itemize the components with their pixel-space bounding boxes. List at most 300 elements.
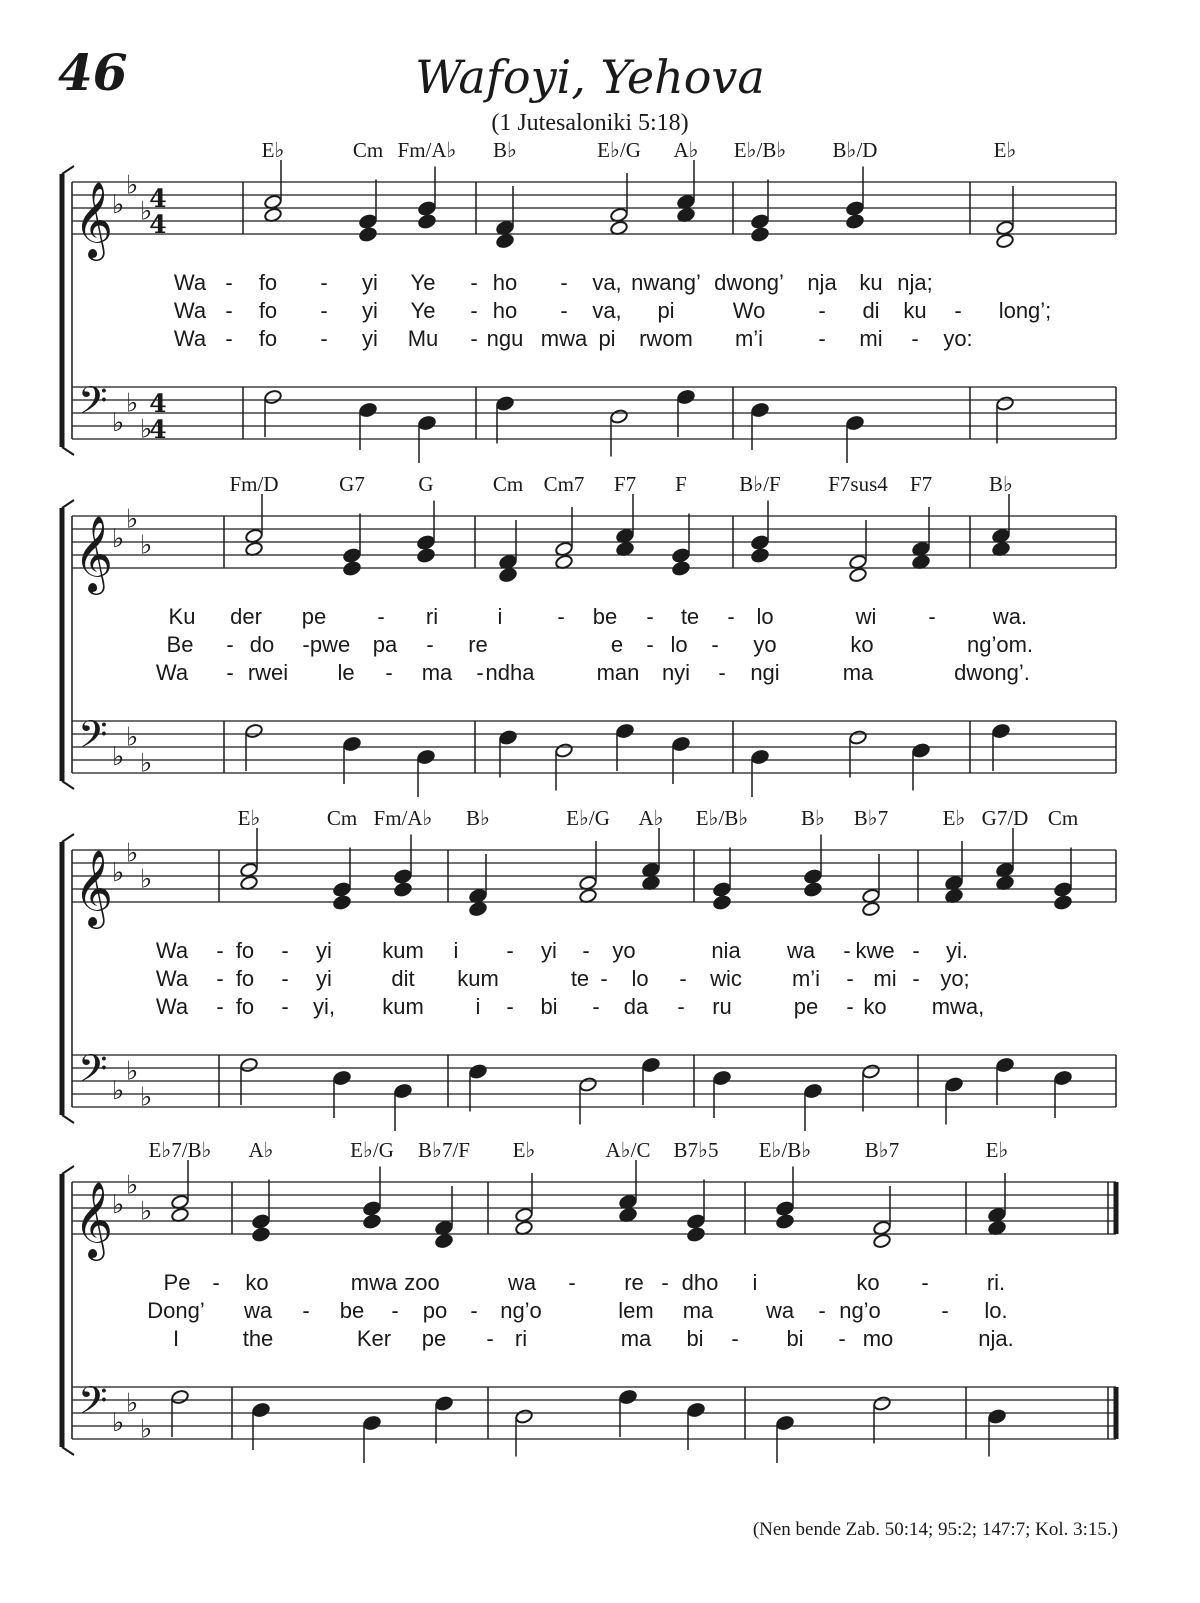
note-head: [1054, 882, 1073, 898]
lyric-verse-3: -: [718, 660, 726, 685]
lyric-verse-3: m’i: [734, 326, 764, 351]
key-flat: ♭: [140, 1414, 153, 1445]
note-head: [579, 1077, 598, 1093]
lyric-verse-2: Be: [166, 632, 194, 657]
lyric-verse-2: yi: [362, 298, 378, 323]
lyric-verse-3: ndha: [485, 660, 535, 685]
lyric-verse-2: -: [225, 298, 233, 323]
lyric-verse-3: yi,: [313, 994, 335, 1019]
lyric-verse-2: ko: [850, 632, 874, 657]
key-flat: ♭: [126, 170, 139, 201]
key-flat: ♭: [112, 524, 125, 554]
lyric-verse-3: the: [242, 1326, 274, 1351]
bracket-hook: [62, 1166, 74, 1174]
lyric-verse-3: kum: [382, 994, 424, 1019]
lyric-verse-3: -: [486, 1326, 494, 1351]
key-flat: ♭: [126, 388, 139, 419]
lyric-verse-3: -: [470, 326, 478, 351]
lyric-verse-2: yo: [753, 632, 777, 657]
lyric-verse-1: -: [225, 270, 233, 295]
lyric-verse-1: -: [843, 938, 851, 963]
lyric-verse-1: -: [320, 270, 328, 295]
note-head: [171, 1389, 190, 1405]
lyric-verse-3: rwom: [639, 326, 693, 351]
key-flat: ♭: [140, 196, 153, 227]
song-title: Wafoyi, Yehova: [415, 50, 765, 104]
note-head: [435, 1396, 454, 1412]
lyric-verse-2: -: [560, 298, 568, 323]
note-head: [515, 1409, 534, 1425]
lyric-verse-1: -: [646, 604, 654, 629]
chord-symbol: E♭/G: [350, 1138, 394, 1162]
lyric-verse-2: -: [470, 298, 478, 323]
lyric-verse-2: -: [391, 1298, 399, 1323]
note-head: [394, 1083, 413, 1099]
note-head: [992, 723, 1011, 739]
lyric-verse-1: yi: [362, 270, 378, 295]
lyric-verse-2: -: [281, 966, 289, 991]
lyric-verse-3: -: [385, 660, 393, 685]
note-head: [804, 869, 823, 885]
note-head: [499, 730, 518, 746]
lyric-verse-2: -: [646, 632, 654, 657]
note-head: [252, 1402, 271, 1418]
lyric-verse-2: Ye: [410, 298, 436, 323]
lyric-verse-1: zoo: [404, 1270, 440, 1295]
bracket-hook: [62, 1447, 74, 1455]
lyric-verse-3: bi: [686, 1326, 704, 1351]
chord-symbol: B7♭5: [673, 1138, 719, 1162]
note-head: [363, 1415, 382, 1431]
note-head: [469, 901, 488, 917]
lyric-verse-3: -: [506, 994, 514, 1019]
note-head: [862, 1064, 881, 1080]
note-head: [418, 415, 437, 431]
chord-symbol: B♭: [493, 138, 517, 162]
lyric-verse-1: -: [928, 604, 936, 629]
note-head: [912, 743, 931, 759]
key-flat: ♭: [112, 742, 125, 772]
note-head: [873, 1396, 892, 1412]
note-head: [435, 1233, 454, 1249]
lyric-verse-1: wa: [786, 938, 816, 963]
lyric-verse-2: ku: [903, 298, 927, 323]
bracket-hook: [62, 1115, 74, 1123]
chord-symbol: E♭: [985, 1138, 1009, 1162]
key-flat: ♭: [140, 864, 153, 895]
note-head: [343, 561, 362, 577]
note-head: [333, 1070, 352, 1086]
lyric-verse-1: -: [281, 938, 289, 963]
lyric-verse-1: -: [727, 604, 735, 629]
chord-symbol: B♭: [466, 806, 490, 830]
note-head: [333, 882, 352, 898]
chord-symbol: E♭: [237, 806, 261, 830]
chord-symbol: B♭7: [853, 806, 889, 830]
key-flat: ♭: [112, 190, 125, 220]
lyric-verse-2: -: [954, 298, 962, 323]
note-head: [343, 736, 362, 752]
lyric-verse-1: kwe: [855, 938, 895, 963]
note-head: [1054, 1070, 1073, 1086]
note-head: [359, 402, 378, 418]
time-signature-top: 4: [149, 389, 167, 418]
note-head: [417, 749, 436, 765]
lyric-verse-1: yi: [316, 938, 332, 963]
lyric-verse-2: yo;: [940, 966, 970, 991]
chord-symbol: B♭/F: [739, 472, 781, 496]
music-system: [0, 808, 1200, 1128]
note-head: [333, 895, 352, 911]
note-head: [776, 1415, 795, 1431]
lyric-verse-3: mwa: [540, 326, 588, 351]
lyric-verse-3: -: [592, 994, 600, 1019]
chord-symbol: E♭7/B♭: [148, 1138, 212, 1162]
note-head: [496, 396, 515, 412]
lyric-verse-2: m’i: [791, 966, 821, 991]
lyric-verse-2: -: [600, 966, 608, 991]
lyric-verse-1: pe: [301, 604, 327, 629]
chord-symbol: A♭/C: [605, 1138, 651, 1162]
lyric-verse-1: va,: [592, 270, 622, 295]
key-flat: ♭: [140, 530, 153, 561]
note-head: [610, 409, 629, 425]
lyric-verse-2: re: [468, 632, 488, 657]
lyric-verse-2: po: [422, 1298, 448, 1323]
lyric-verse-2: pwe: [309, 632, 351, 657]
lyric-verse-2: te: [570, 966, 590, 991]
chord-symbol: A♭: [638, 806, 664, 830]
lyric-verse-3: -: [838, 1326, 846, 1351]
lyric-verse-3: -: [818, 326, 826, 351]
note-head: [469, 1064, 488, 1080]
key-flat: ♭: [112, 858, 125, 888]
lyric-verse-3: Ker: [356, 1326, 392, 1351]
lyric-verse-1: -: [216, 938, 224, 963]
lyric-verse-3: ma: [421, 660, 453, 685]
lyric-verse-3: -: [226, 660, 234, 685]
key-flat: ♭: [126, 504, 139, 535]
lyric-verse-3: pe: [421, 1326, 447, 1351]
lyric-verse-3: Wa: [155, 994, 189, 1019]
lyric-verse-1: Pe: [163, 1270, 191, 1295]
lyric-verse-2: -: [302, 1298, 310, 1323]
lyric-verse-1: i: [453, 938, 459, 963]
lyric-verse-1: -: [921, 1270, 929, 1295]
key-flat: ♭: [126, 1388, 139, 1419]
note-head: [1054, 895, 1073, 911]
lyric-verse-2: -: [941, 1298, 949, 1323]
lyric-verse-2: lo: [670, 632, 688, 657]
bracket-hook: [62, 166, 74, 174]
chord-symbol: E♭/G: [566, 806, 610, 830]
lyric-verse-3: Mu: [407, 326, 439, 351]
chord-symbol: E♭: [942, 806, 966, 830]
lyric-verse-2: lo.: [984, 1298, 1008, 1323]
note-head: [713, 1070, 732, 1086]
lyric-verse-2: long’;: [998, 298, 1052, 323]
lyric-verse-1: wi: [855, 604, 877, 629]
note-head: [359, 214, 378, 230]
chord-symbol: Fm/D: [229, 472, 279, 496]
lyric-verse-3: -: [677, 994, 685, 1019]
lyric-verse-2: -: [470, 1298, 478, 1323]
lyric-verse-2: -: [302, 632, 310, 657]
lyric-verse-1: dho: [681, 1270, 719, 1295]
note-head: [418, 214, 437, 230]
lyric-verse-1: wa.: [992, 604, 1028, 629]
lyric-verse-3: -: [320, 326, 328, 351]
note-head: [846, 214, 865, 230]
key-flat: ♭: [126, 1170, 139, 1201]
note-head: [672, 736, 691, 752]
lyric-verse-2: be: [339, 1298, 365, 1323]
note-head: [751, 402, 770, 418]
note-head: [240, 1057, 259, 1073]
lyric-verse-1: nja: [807, 270, 837, 295]
chord-symbol: Cm: [352, 138, 384, 162]
chord-symbol: E♭/G: [597, 138, 641, 162]
chord-symbol: G7/D: [981, 806, 1029, 830]
lyric-verse-2: do: [249, 632, 275, 657]
lyric-verse-3: pe: [793, 994, 819, 1019]
note-head: [343, 548, 362, 564]
note-head: [687, 1214, 706, 1230]
note-head: [496, 233, 515, 249]
lyric-verse-3: ri: [514, 1326, 528, 1351]
note-head: [418, 201, 437, 217]
chord-symbol: Cm: [1047, 806, 1079, 830]
key-flat: ♭: [140, 1196, 153, 1227]
lyric-verse-1: -: [506, 938, 514, 963]
note-head: [394, 882, 413, 898]
note-head: [619, 1389, 638, 1405]
bracket-hook: [62, 781, 74, 789]
lyric-verse-2: wic: [710, 966, 742, 991]
lyric-verse-2: e: [610, 632, 624, 657]
time-signature-bottom: 4: [149, 210, 167, 239]
lyric-verse-1: kum: [382, 938, 424, 963]
music-system: [0, 474, 1200, 794]
lyric-verse-3: yi: [362, 326, 378, 351]
lyric-verse-1: i: [752, 1270, 758, 1295]
note-head: [873, 1233, 892, 1249]
note-head: [996, 396, 1015, 412]
key-flat: ♭: [140, 748, 153, 779]
lyric-verse-2: Wa: [155, 966, 189, 991]
chord-symbol: B♭7: [864, 1138, 900, 1162]
lyric-verse-2: pa: [372, 632, 398, 657]
time-signature-bottom: 4: [149, 415, 167, 444]
lyric-verse-2: -: [426, 632, 434, 657]
lyric-verse-1: dwong’: [714, 270, 784, 295]
note-head: [776, 1201, 795, 1217]
lyric-verse-3: le: [337, 660, 355, 685]
lyric-verse-3: bi: [540, 994, 558, 1019]
chord-symbol: B♭: [801, 806, 825, 830]
footnote: (Nen bende Zab. 50:14; 95:2; 147:7; Kol. 3:15.): [752, 1519, 1118, 1540]
lyric-verse-3: Wa: [173, 326, 207, 351]
key-flat: ♭: [140, 414, 153, 445]
note-head: [988, 1409, 1007, 1425]
lyric-verse-3: ngi: [750, 660, 780, 685]
treble-clef: 𝄞: [74, 1181, 114, 1258]
note-head: [945, 1077, 964, 1093]
note-head: [751, 749, 770, 765]
lyric-verse-2: dit: [391, 966, 415, 991]
lyric-verse-2: lo: [631, 966, 649, 991]
lyric-verse-1: der: [230, 604, 262, 629]
lyric-verse-2: -: [846, 966, 854, 991]
lyric-verse-1: -: [377, 604, 385, 629]
note-head: [359, 227, 378, 243]
chord-symbol: Cm: [492, 472, 524, 496]
lyric-verse-3: nja.: [978, 1326, 1014, 1351]
bass-clef: 𝄢: [78, 1046, 108, 1100]
chord-symbol: E♭: [993, 138, 1017, 162]
lyric-verse-3: ko: [863, 994, 887, 1019]
lyric-verse-3: pi: [598, 326, 616, 351]
lyric-verse-3: yo:: [943, 326, 973, 351]
note-head: [849, 730, 868, 746]
lyric-verse-2: -: [818, 298, 826, 323]
lyric-verse-2: di: [862, 298, 880, 323]
lyric-verse-2: -: [818, 1298, 826, 1323]
lyric-verse-2: -: [320, 298, 328, 323]
note-head: [751, 227, 770, 243]
chord-symbol: E♭/B♭: [758, 1138, 812, 1162]
lyric-verse-1: be: [592, 604, 618, 629]
chord-symbol: F7: [613, 472, 637, 496]
lyric-verse-1: -: [212, 1270, 220, 1295]
lyric-verse-2: -: [912, 966, 920, 991]
note-head: [363, 1201, 382, 1217]
lyric-verse-3: mwa,: [931, 994, 985, 1019]
treble-clef: 𝄞: [74, 181, 114, 258]
music-system: [0, 1140, 1200, 1460]
chord-symbol: F: [675, 472, 687, 496]
lyric-verse-1: ko: [856, 1270, 880, 1295]
chord-symbol: Cm7: [543, 472, 585, 496]
lyric-verse-3: man: [596, 660, 640, 685]
lyric-verse-2: -: [711, 632, 719, 657]
lyric-verse-1: yo: [612, 938, 636, 963]
chord-symbol: B♭/D: [832, 138, 878, 162]
lyric-verse-1: ho: [492, 270, 518, 295]
lyric-verse-3: ru: [712, 994, 732, 1019]
chord-symbol: F7: [909, 472, 933, 496]
note-head: [751, 535, 770, 551]
lyric-verse-2: -: [226, 632, 234, 657]
note-head: [687, 1227, 706, 1243]
note-head: [751, 214, 770, 230]
lyric-verse-1: nia: [711, 938, 741, 963]
lyric-verse-1: -: [470, 270, 478, 295]
bracket-hook: [62, 834, 74, 842]
treble-clef: 𝄞: [74, 515, 114, 592]
note-head: [555, 743, 574, 759]
lyric-verse-2: fo: [235, 966, 255, 991]
lyric-verse-3: ma: [842, 660, 874, 685]
lyric-verse-1: mwa: [350, 1270, 398, 1295]
chord-symbol: B♭: [989, 472, 1013, 496]
bracket-hook: [62, 500, 74, 508]
note-head: [996, 233, 1015, 249]
lyric-verse-1: ri.: [986, 1270, 1006, 1295]
key-flat: ♭: [112, 1190, 125, 1220]
lyric-verse-3: ngu: [486, 326, 524, 351]
lyric-verse-3: -: [476, 660, 484, 685]
lyric-verse-2: mi: [873, 966, 897, 991]
lyric-verse-3: nyi: [661, 660, 691, 685]
lyric-verse-3: I: [172, 1326, 180, 1351]
lyric-verse-3: -: [281, 994, 289, 1019]
chord-symbol: Fm/A♭: [373, 806, 433, 830]
lyric-verse-2: kum: [457, 966, 499, 991]
lyric-verse-1: te: [680, 604, 700, 629]
lyric-verse-3: i: [475, 994, 481, 1019]
note-head: [862, 901, 881, 917]
chord-symbol: E♭: [512, 1138, 536, 1162]
note-head: [687, 1402, 706, 1418]
bracket-hook: [62, 447, 74, 455]
lyric-verse-1: fo: [258, 270, 278, 295]
lyric-verse-2: fo: [258, 298, 278, 323]
time-signature-top: 4: [149, 184, 167, 213]
note-head: [804, 1083, 823, 1099]
lyric-verse-1: nwang’: [631, 270, 701, 295]
lyric-verse-2: ng’o: [839, 1298, 881, 1323]
lyric-verse-2: -: [679, 966, 687, 991]
key-flat: ♭: [112, 1076, 125, 1106]
note-head: [642, 1057, 661, 1073]
note-head: [672, 548, 691, 564]
lyric-verse-1: wa: [507, 1270, 537, 1295]
note-head: [252, 1227, 271, 1243]
note-head: [417, 535, 436, 551]
lyric-verse-1: yi.: [946, 938, 968, 963]
note-head: [616, 723, 635, 739]
lyric-verse-1: ri: [425, 604, 439, 629]
lyric-verse-2: Dong’: [147, 1298, 205, 1323]
note-head: [846, 415, 865, 431]
lyric-verse-3: mi: [859, 326, 883, 351]
lyric-verse-3: ma: [620, 1326, 652, 1351]
lyric-verse-3: -: [225, 326, 233, 351]
lyric-verse-2: wa: [765, 1298, 795, 1323]
lyric-verse-1: Wa: [155, 938, 189, 963]
lyric-verse-3: bi: [786, 1326, 804, 1351]
note-head: [804, 882, 823, 898]
lyric-verse-2: yi: [316, 966, 332, 991]
lyric-verse-3: rwei: [247, 660, 289, 685]
note-head: [846, 201, 865, 217]
chord-symbol: B♭7/F: [418, 1138, 470, 1162]
lyric-verse-2: ho: [492, 298, 518, 323]
lyric-verse-2: -: [216, 966, 224, 991]
key-flat: ♭: [126, 722, 139, 753]
lyric-verse-1: fo: [235, 938, 255, 963]
lyric-verse-1: lo: [756, 604, 774, 629]
lyric-verse-3: Wa: [155, 660, 189, 685]
note-head: [363, 1214, 382, 1230]
lyric-verse-3: -: [731, 1326, 739, 1351]
chord-symbol: G: [418, 472, 434, 496]
chord-symbol: Cm: [326, 806, 358, 830]
treble-clef: 𝄞: [74, 849, 114, 926]
note-head: [677, 389, 696, 405]
lyric-verse-1: -: [912, 938, 920, 963]
